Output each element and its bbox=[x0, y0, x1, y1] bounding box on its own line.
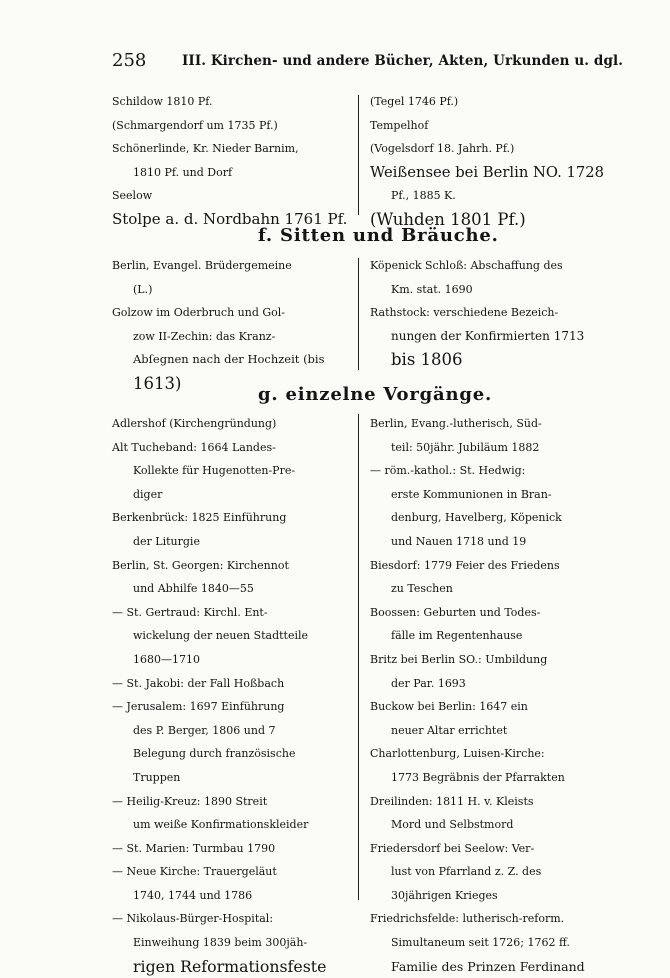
entry: — St. Jakobi: der Fall Hoßbach bbox=[112, 676, 285, 690]
entry-continuation: 30jährigen Krieges bbox=[391, 888, 498, 902]
entry: (Vogelsdorf 18. Jahrh. Pf.) bbox=[370, 142, 515, 156]
column-divider bbox=[358, 414, 359, 900]
entry-continuation: Mord und Selbstmord bbox=[391, 818, 514, 832]
entry-continuation: der Par. 1693 bbox=[391, 676, 466, 690]
entry: Adlershof (Kirchengründung) bbox=[112, 417, 277, 430]
entry-continuation: und Abhilfe 1840—55 bbox=[133, 582, 254, 596]
entry: Berlin, St. Georgen: Kirchennot bbox=[112, 558, 289, 572]
entry-continuation: zow II-Zechin: das Kranz- bbox=[133, 329, 276, 343]
entry: Boossen: Geburten und Todes- bbox=[370, 605, 541, 619]
section-g-heading: g. einzelne Vorgänge. bbox=[258, 384, 493, 405]
entry-continuation: fälle im Regentenhause bbox=[391, 629, 523, 643]
entry-continuation: wickelung der neuen Stadtteile bbox=[133, 629, 309, 643]
entry-continuation: lust von Pfarrland z. Z. des bbox=[391, 865, 542, 879]
entry-continuation: 1613) bbox=[133, 373, 182, 393]
entry: Buckow bei Berlin: 1647 ein bbox=[370, 700, 528, 714]
entry-continuation: erste Kommunionen in Bran- bbox=[391, 487, 552, 501]
entry-continuation: Kollekte für Hugenotten-Pre- bbox=[133, 464, 296, 478]
entry: Rathstock: verschiedene Bezeich- bbox=[370, 306, 559, 320]
entry: Seelow bbox=[112, 189, 153, 203]
entry-continuation: 1773 Begräbnis der Pfarrakten bbox=[391, 770, 565, 784]
entry-continuation: (L.) bbox=[133, 282, 153, 296]
entry: — Neue Kirche: Trauergeläut bbox=[112, 865, 277, 879]
entry-continuation: 1810 Pf. und Dorf bbox=[133, 165, 233, 179]
entry: Tempelhof bbox=[370, 118, 429, 132]
entry: (Schmargendorf um 1735 Pf.) bbox=[112, 118, 278, 132]
entry: — St. Marien: Turmbau 1790 bbox=[112, 841, 276, 855]
entry: (Wuhden 1801 Pf.) bbox=[370, 209, 526, 229]
entry: Dreilinden: 1811 H. v. Kleists bbox=[370, 794, 534, 808]
section-e-right-column bbox=[370, 90, 604, 232]
entry-continuation: Abſegnen nach der Hochzeit (bis bbox=[133, 352, 325, 367]
running-header bbox=[112, 50, 624, 80]
entry-continuation: diger bbox=[133, 487, 163, 501]
entry: — Jerusalem: 1697 Einführung bbox=[112, 700, 285, 714]
entry-continuation: des P. Berger, 1806 und 7 bbox=[133, 723, 276, 737]
entry: Golzow im Oderbruch und Gol- bbox=[112, 306, 286, 320]
entry-continuation: teil: 50jähr. Jubiläum 1882 bbox=[391, 440, 540, 454]
entry: Köpenick Schloß: Abschaffung des bbox=[370, 259, 563, 272]
entry: Berkenbrück: 1825 Einführung bbox=[112, 511, 287, 525]
entry-continuation: neuer Altar errichtet bbox=[391, 723, 508, 737]
entry-continuation: 1740, 1744 und 1786 bbox=[133, 888, 253, 902]
entry-continuation: Km. stat. 1690 bbox=[391, 282, 473, 296]
entry-continuation: zu Teschen bbox=[391, 582, 453, 596]
section-g-left-column bbox=[112, 412, 326, 978]
entry-continuation: und Nauen 1718 und 19 bbox=[391, 534, 527, 548]
entry: Friedersdorf bei Seelow: Ver- bbox=[370, 841, 535, 855]
entry-continuation: Einweihung 1839 beim 300jäh- bbox=[133, 936, 308, 950]
entry: Biesdorf: 1779 Feier des Friedens bbox=[370, 558, 560, 572]
section-f-heading: f. Sitten und Bräuche. bbox=[258, 225, 499, 246]
page-number: 258 bbox=[112, 50, 147, 71]
entry-continuation: Pf., 1885 K. bbox=[391, 189, 456, 203]
section-e-left-column bbox=[112, 90, 347, 232]
entry-continuation: Truppen bbox=[133, 770, 181, 784]
entry-continuation: rigen Reformationsfeste bbox=[133, 956, 327, 976]
entry: — Nikolaus-Bürger-Hospital: bbox=[112, 912, 274, 926]
column-divider bbox=[358, 258, 359, 370]
entry-continuation: bis 1806 bbox=[391, 350, 463, 370]
entry: Schildow 1810 Pf. bbox=[112, 95, 213, 108]
entry: Weißensee bei Berlin NO. 1728 bbox=[370, 163, 605, 181]
entry-continuation: um weiße Konfirmationskleider bbox=[133, 818, 309, 832]
section-f-left-column bbox=[112, 254, 325, 396]
entry: Alt Tucheband: 1664 Landes- bbox=[112, 440, 276, 454]
entry-continuation: Simultaneum seit 1726; 1762 ff. bbox=[391, 936, 570, 950]
section-f-right-column bbox=[370, 254, 584, 372]
entry: Britz bei Berlin SO.: Umbildung bbox=[370, 652, 548, 666]
entry-continuation: Belegung durch französische bbox=[133, 747, 296, 761]
column-divider bbox=[358, 95, 359, 215]
entry: Berlin, Evangel. Brüdergemeine bbox=[112, 259, 292, 272]
entry: Schönerlinde, Kr. Nieder Barnim, bbox=[112, 142, 299, 156]
entry-continuation: nungen der Konfirmierten 1713 bbox=[391, 328, 585, 343]
entry: Berlin, Evang.-lutherisch, Süd- bbox=[370, 417, 542, 430]
entry: Friedrichsfelde: lutherisch-reform. bbox=[370, 912, 565, 926]
entry-continuation: denburg, Havelberg, Köpenick bbox=[391, 511, 562, 525]
entry: — Heilig-Kreuz: 1890 Streit bbox=[112, 794, 268, 808]
entry: — röm.-kathol.: St. Hedwig: bbox=[370, 464, 526, 478]
entry: — St. Gertraud: Kirchl. Ent- bbox=[112, 605, 268, 619]
entry: Charlottenburg, Luisen-Kirche: bbox=[370, 747, 545, 761]
entry-continuation: der Liturgie bbox=[133, 534, 200, 548]
entry-continuation: 1680—1710 bbox=[133, 652, 200, 666]
running-title: III. Kirchen- und andere Bücher, Akten, Urkunden u. dgl. bbox=[182, 53, 624, 69]
entry: Stolpe a. d. Nordbahn 1761 Pf. bbox=[112, 209, 348, 228]
entry-continuation: Familie des Prinzen Ferdinand bbox=[391, 958, 585, 974]
section-g-right-column bbox=[370, 412, 585, 978]
entry: (Tegel 1746 Pf.) bbox=[370, 95, 459, 108]
